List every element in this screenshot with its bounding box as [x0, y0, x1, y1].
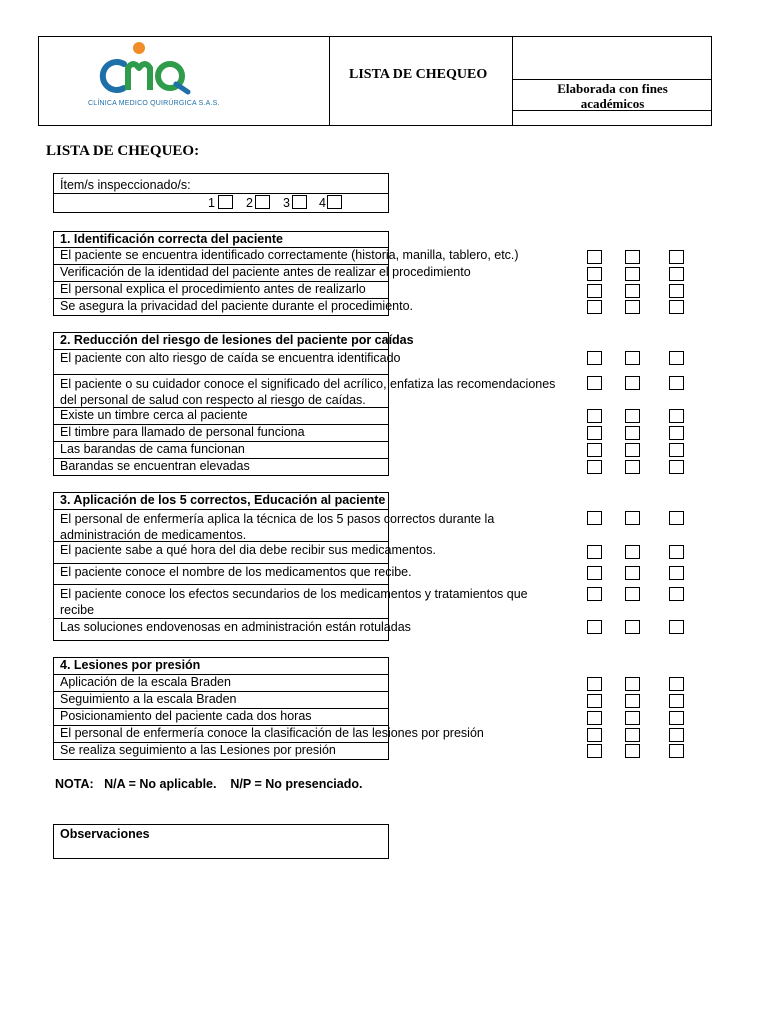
checklist-row — [53, 725, 484, 743]
answer-checkbox[interactable] — [587, 744, 602, 758]
answer-checkbox[interactable] — [587, 545, 602, 559]
answer-checkbox[interactable] — [625, 267, 640, 281]
section-3-header — [53, 492, 389, 510]
answer-checkbox[interactable] — [625, 566, 640, 580]
answer-checkbox[interactable] — [625, 300, 640, 314]
answer-checkbox[interactable] — [587, 511, 602, 525]
header-divider — [329, 36, 330, 126]
row-text: Seguimiento a la escala Braden — [60, 692, 237, 706]
answer-checkbox[interactable] — [587, 409, 602, 423]
row-text: Barandas se encuentran elevadas — [60, 459, 250, 473]
section-1-header — [53, 231, 389, 248]
checklist-title: LISTA DE CHEQUEO: — [46, 143, 200, 159]
answer-checkbox[interactable] — [587, 694, 602, 708]
checklist-row — [53, 563, 412, 585]
observations-label: Observaciones — [60, 827, 150, 841]
answer-checkbox[interactable] — [669, 300, 684, 314]
section-title: 2. Reducción del riesgo de lesiones del paciente por caídas — [60, 333, 414, 347]
answer-checkbox[interactable] — [669, 728, 684, 742]
checklist-row — [53, 349, 401, 375]
section-title: 3. Aplicación de los 5 correctos, Educación al paciente — [60, 493, 386, 507]
item-1-checkbox[interactable] — [218, 195, 233, 209]
item-3-checkbox[interactable] — [292, 195, 307, 209]
checklist-row — [53, 742, 389, 760]
answer-checkbox[interactable] — [625, 744, 640, 758]
answer-checkbox[interactable] — [625, 511, 640, 525]
section-4-header — [53, 657, 389, 675]
section-title: 4. Lesiones por presión — [60, 658, 201, 672]
answer-checkbox[interactable] — [587, 620, 602, 634]
checklist-row — [53, 691, 389, 709]
checklist-row — [53, 674, 389, 692]
row-text: El personal de enfermería conoce la clasificación de las lesiones por presión — [60, 726, 484, 740]
row-text: El paciente conoce los efectos secundarios de los medicamentos y tratamientos que recibe — [60, 587, 528, 617]
row-text: El timbre para llamado de personal funciona — [60, 425, 305, 439]
row-text: Existe un timbre cerca al paciente — [60, 408, 248, 422]
item-number: 1 — [208, 196, 215, 210]
answer-checkbox[interactable] — [587, 284, 602, 298]
answer-checkbox[interactable] — [669, 566, 684, 580]
answer-checkbox[interactable] — [625, 694, 640, 708]
section-title: 1. Identificación correcta del paciente — [60, 232, 283, 246]
answer-checkbox[interactable] — [625, 711, 640, 725]
answer-checkbox[interactable] — [625, 426, 640, 440]
answer-checkbox[interactable] — [587, 677, 602, 691]
answer-checkbox[interactable] — [587, 443, 602, 457]
answer-checkbox[interactable] — [669, 620, 684, 634]
answer-checkbox[interactable] — [669, 460, 684, 474]
row-text: Se asegura la privacidad del paciente durante el procedimiento. — [60, 299, 414, 313]
header-divider — [512, 79, 712, 80]
checklist-row — [53, 374, 556, 408]
item-4-checkbox[interactable] — [327, 195, 342, 209]
row-text: El personal de enfermería aplica la técnica de los 5 pasos correctos durante la administración de medicamentos. — [60, 512, 495, 542]
answer-checkbox[interactable] — [587, 376, 602, 390]
answer-checkbox[interactable] — [587, 587, 602, 601]
answer-checkbox[interactable] — [625, 443, 640, 457]
checklist-row — [53, 509, 495, 542]
row-text: Se realiza seguimiento a las Lesiones por presión — [60, 743, 336, 757]
answer-checkbox[interactable] — [625, 545, 640, 559]
answer-checkbox[interactable] — [669, 744, 684, 758]
answer-checkbox[interactable] — [587, 267, 602, 281]
answer-checkbox[interactable] — [587, 711, 602, 725]
answer-checkbox[interactable] — [625, 409, 640, 423]
checklist-row — [53, 541, 436, 564]
answer-checkbox[interactable] — [669, 511, 684, 525]
checklist-row — [53, 441, 389, 459]
row-text: El paciente o su cuidador conoce el significado del acrílico, enfatiza las recomendaciones del personal de salud con respecto al riesgo de caídas. — [60, 377, 556, 407]
answer-checkbox[interactable] — [587, 460, 602, 474]
header-divider — [512, 36, 513, 126]
checklist-row — [53, 458, 389, 476]
answer-checkbox[interactable] — [587, 300, 602, 314]
checklist-row — [53, 298, 414, 316]
checklist-row — [53, 407, 389, 425]
row-text: El paciente conoce el nombre de los medicamentos que recibe. — [60, 565, 412, 579]
item-number: 4 — [319, 196, 326, 210]
answer-checkbox[interactable] — [669, 443, 684, 457]
checklist-row — [53, 247, 519, 265]
row-text: El personal explica el procedimiento antes de realizarlo — [60, 282, 366, 296]
answer-checkbox[interactable] — [669, 250, 684, 264]
checklist-row — [53, 264, 471, 282]
legend-note: NOTA: N/A = No aplicable. N/P = No presenciado. — [55, 777, 363, 791]
answer-checkbox[interactable] — [669, 587, 684, 601]
answer-checkbox[interactable] — [587, 250, 602, 264]
row-text: Las soluciones endovenosas en administración están rotuladas — [60, 620, 411, 634]
answer-checkbox[interactable] — [669, 267, 684, 281]
row-text: El paciente sabe a qué hora del dia debe recibir sus medicamentos. — [60, 543, 436, 557]
answer-checkbox[interactable] — [669, 376, 684, 390]
answer-checkbox[interactable] — [669, 677, 684, 691]
row-text: Posicionamiento del paciente cada dos horas — [60, 709, 312, 723]
answer-checkbox[interactable] — [669, 284, 684, 298]
answer-checkbox[interactable] — [625, 620, 640, 634]
checklist-row — [53, 584, 528, 619]
answer-checkbox[interactable] — [669, 711, 684, 725]
item-2-checkbox[interactable] — [255, 195, 270, 209]
item-number: 3 — [283, 196, 290, 210]
answer-checkbox[interactable] — [625, 376, 640, 390]
section-2-header — [53, 332, 414, 350]
answer-checkbox[interactable] — [625, 587, 640, 601]
items-inspected-divider — [53, 193, 389, 194]
answer-checkbox[interactable] — [625, 728, 640, 742]
row-text: El paciente se encuentra identificado correctamente (historia, manilla, tablero, etc.) — [60, 248, 519, 262]
item-number: 2 — [246, 196, 253, 210]
checklist-row — [53, 708, 389, 726]
checklist-row — [53, 618, 411, 641]
header-title: LISTA DE CHEQUEO — [349, 67, 488, 82]
row-text: Aplicación de la escala Braden — [60, 675, 231, 689]
answer-checkbox[interactable] — [669, 545, 684, 559]
answer-checkbox[interactable] — [625, 250, 640, 264]
answer-checkbox[interactable] — [669, 351, 684, 365]
logo-subtitle: CLÍNICA MEDICO QUIRÚRGICA S.A.S. — [88, 100, 220, 107]
answer-checkbox[interactable] — [587, 566, 602, 580]
answer-checkbox[interactable] — [625, 677, 640, 691]
answer-checkbox[interactable] — [625, 284, 640, 298]
answer-checkbox[interactable] — [625, 351, 640, 365]
academic-note: Elaborada con fines académicos — [557, 81, 668, 111]
answer-checkbox[interactable] — [669, 409, 684, 423]
checklist-row — [53, 424, 389, 442]
row-text: El paciente con alto riesgo de caída se encuentra identificado — [60, 351, 401, 365]
items-inspected-label: Ítem/s inspeccionado/s: — [60, 178, 191, 192]
row-text: Verificación de la identidad del paciente antes de realizar el procedimiento — [60, 265, 471, 279]
answer-checkbox[interactable] — [669, 426, 684, 440]
row-text: Las barandas de cama funcionan — [60, 442, 245, 456]
checklist-row — [53, 281, 389, 299]
answer-checkbox[interactable] — [587, 426, 602, 440]
answer-checkbox[interactable] — [625, 460, 640, 474]
answer-checkbox[interactable] — [587, 351, 602, 365]
answer-checkbox[interactable] — [587, 728, 602, 742]
answer-checkbox[interactable] — [669, 694, 684, 708]
